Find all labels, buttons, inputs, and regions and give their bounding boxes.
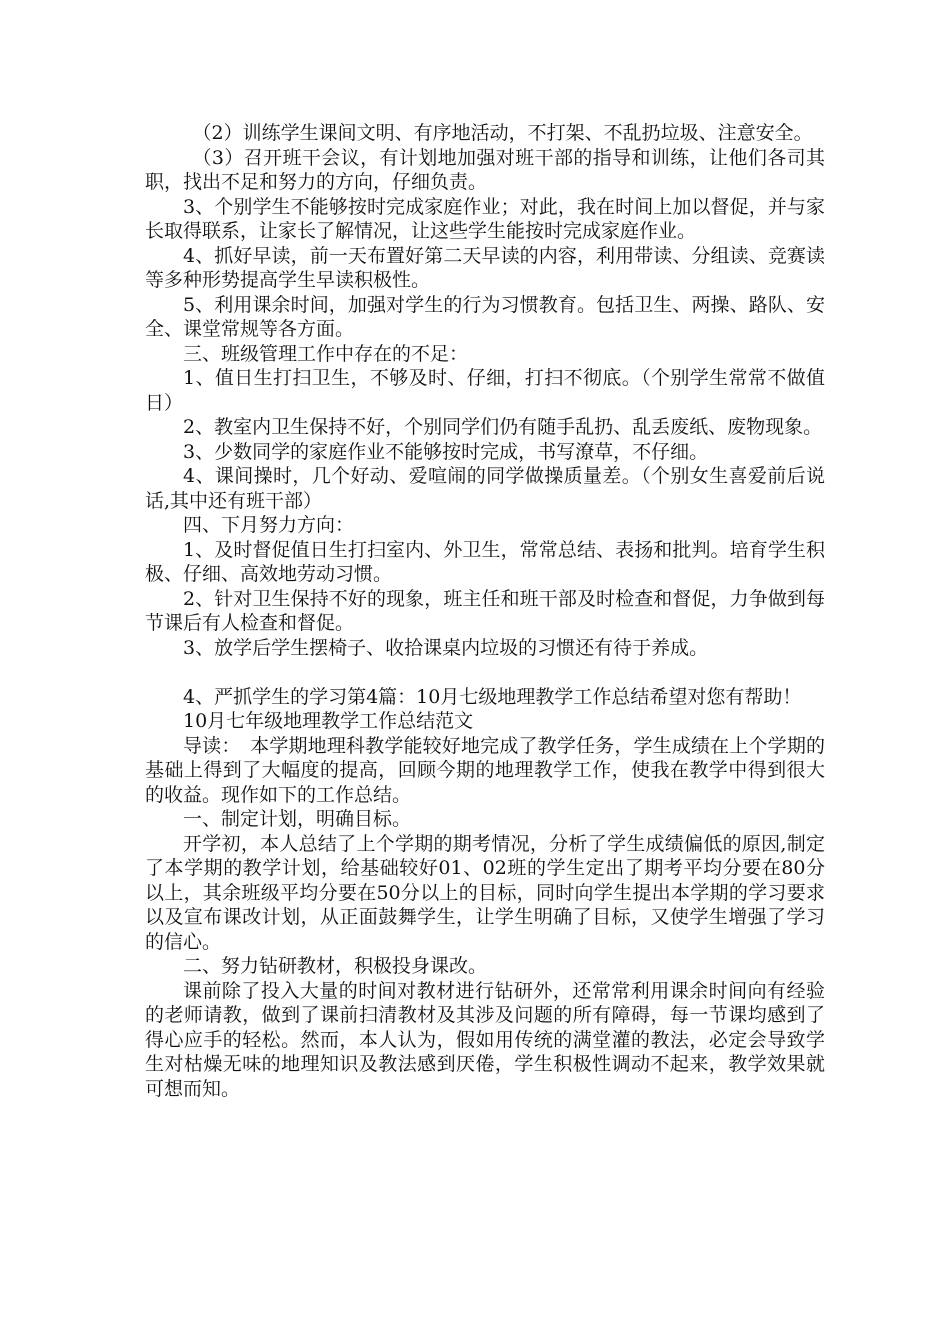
paragraph-shortcoming-3: 3、少数同学的家庭作业不能够按时完成，书写潦草，不仔细。 (183, 440, 709, 463)
paragraph-shortcoming-1: 1、值日生打扫卫生，不够及时、仔细，打扫不彻底。（个别学生常常不做值日） (145, 367, 825, 414)
paragraph-direction-3: 3、放学后学生摆椅子、收拾课桌内垃圾的习惯还有待于养成。 (183, 636, 709, 659)
paragraph-intro: 导读： 本学期地理科教学能较好地完成了教学任务，学生成绩在上个学期的基础上得到了大幅度的提高，回顾今期的地理教学工作，使我在教学中得到很大的收益。现作如下的工作总结。 (145, 734, 825, 806)
paragraph-plan: 开学初，本人总结了上个学期的期考情况，分析了学生成绩偏低的原因,制定了本学期的教学计划，给基础较好01、02班的学生定出了期考平均分要在80分以上，其余班级平均分要在50分以上的目标，同时向学生提出本学期的学习要求以及宣布课改计划，从正面鼓舞学生，让学生明确了目标，又使学生增强了学习的信心。 (145, 832, 825, 953)
paragraph-direction-4: 4、严抓学生的学习第4篇：10月七级地理教学工作总结希望对您有帮助！ (183, 685, 802, 708)
paragraph-item-3: （3）召开班干会议，有计划地加强对班干部的指导和训练，让他们各司其职，找出不足和努力的方向，仔细负责。 (145, 146, 825, 193)
paragraph-item-4-morning-reading: 4、抓好早读，前一天布置好第二天早读的内容，利用带读、分组读、竞赛读等多种形势提高学生早读积极性。 (145, 244, 825, 291)
paragraph-teaching-reform: 课前除了投入大量的时间对教材进行钻研外，还常常利用课余时间向有经验的老师请教，做到了课前扫清教材及其涉及问题的所有障碍，每一节课均感到了得心应手的轻松。然而，本人认为，假如用传统的满堂灌的教法，必定会导致学生对枯燥无味的地理知识及教法感到厌倦，学生积极性调动不起来，教学效果就可想而知。 (145, 979, 825, 1100)
section-heading-shortcomings: 三、班级管理工作中存在的不足： (183, 342, 469, 365)
section-heading-plan: 一、制定计划，明确目标。 (183, 808, 412, 830)
paragraph-shortcoming-4: 4、课间操时，几个好动、爱喧闹的同学做操质量差。（个别女生喜爱前后说话,其中还有班干部） (145, 465, 825, 512)
section-heading-teaching-reform: 二、努力钻研教材，积极投身课改。 (183, 955, 488, 977)
body-text (145, 121, 825, 1101)
paragraph-item-5-habits: 5、利用课余时间，加强对学生的行为习惯教育。包括卫生、两操、路队、安全、课堂常规等各方面。 (145, 293, 825, 340)
paragraph-item-2: （2）训练学生课间文明、有序地活动，不打架、不乱扔垃圾、注意安全。 (192, 122, 813, 144)
paragraph-shortcoming-2: 2、教室内卫生保持不好，个别同学们仍有随手乱扔、乱丢废纸、废物现象。 (183, 416, 823, 438)
section-heading-next-month: 四、下月努力方向： (183, 514, 355, 536)
paragraph-direction-1: 1、及时督促值日生打扫室内、外卫生，常常总结、表扬和批判。培育学生积极、仔细、高效地劳动习惯。 (145, 538, 825, 585)
paragraph-direction-2: 2、针对卫生保持不好的现象，班主任和班干部及时检查和督促，力争做到每节课后有人检查和督促。 (145, 587, 825, 634)
article-title: 10月七年级地理教学工作总结范文 (183, 710, 474, 732)
paragraph-item-3-homework: 3、个别学生不能够按时完成家庭作业；对此，我在时间上加以督促，并与家长取得联系，让家长了解情况，让这些学生能按时完成家庭作业。 (145, 195, 825, 242)
